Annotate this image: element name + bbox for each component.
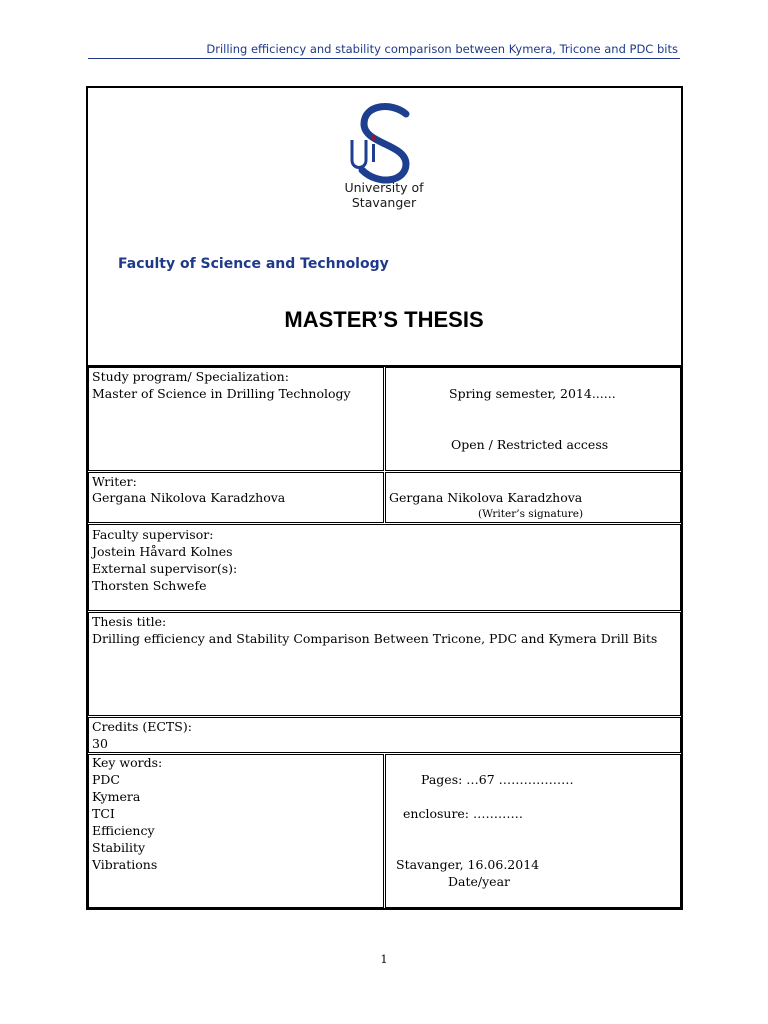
keyword-item: TCI	[92, 806, 115, 821]
keyword-item: Vibrations	[92, 857, 158, 872]
keyword-item: Stability	[92, 840, 146, 855]
writer-signature-name: Gergana Nikolova Karadzhova	[389, 490, 583, 505]
signature-caption: (Writer’s signature)	[478, 508, 584, 520]
thesis-title-label: Thesis title:	[92, 614, 167, 629]
thesis-title-cell	[88, 612, 681, 716]
running-header: Drilling efficiency and stability comparison between Kymera, Tricone and PDC bits	[206, 42, 678, 56]
semester-value: Spring semester, 2014......	[449, 386, 616, 401]
study-program-value: Master of Science in Drilling Technology	[92, 386, 351, 401]
logo-text	[300, 180, 468, 210]
keywords-label: Key words:	[92, 755, 163, 770]
writer-name: Gergana Nikolova Karadzhova	[92, 490, 286, 505]
faculty-supervisor-name: Jostein Håvard Kolnes	[92, 544, 233, 559]
thesis-title-value: Drilling efficiency and Stability Comparison Between Tricone, PDC and Kymera Drill Bits	[92, 631, 658, 646]
enclosure-value: enclosure: …………	[403, 806, 523, 821]
pages-value: Pages: …67 ………………	[421, 772, 574, 787]
logo-line-1: University of	[344, 180, 424, 195]
external-supervisor-name: Thorsten Schwefe	[92, 578, 207, 593]
external-supervisor-label: External supervisor(s):	[92, 561, 238, 576]
date-caption: Date/year	[448, 874, 510, 889]
writer-label: Writer:	[92, 474, 137, 489]
study-program-label: Study program/ Specialization:	[92, 369, 289, 384]
document-title: MASTER’S THESIS	[284, 307, 484, 332]
place-date-value: Stavanger, 16.06.2014	[396, 857, 540, 872]
page-number: 1	[380, 953, 388, 966]
access-value: Open / Restricted access	[451, 437, 609, 452]
semester-cell	[385, 367, 681, 471]
credits-value: 30	[92, 736, 108, 751]
header-rule	[88, 58, 680, 59]
faculty-supervisor-label: Faculty supervisor:	[92, 527, 214, 542]
keyword-item: Kymera	[92, 789, 141, 804]
keyword-item: Efficiency	[92, 823, 155, 838]
logo-line-2: Stavanger	[351, 195, 417, 210]
faculty-name: Faculty of Science and Technology	[118, 256, 389, 272]
credits-label: Credits (ECTS):	[92, 719, 192, 734]
keyword-item: PDC	[92, 772, 120, 787]
